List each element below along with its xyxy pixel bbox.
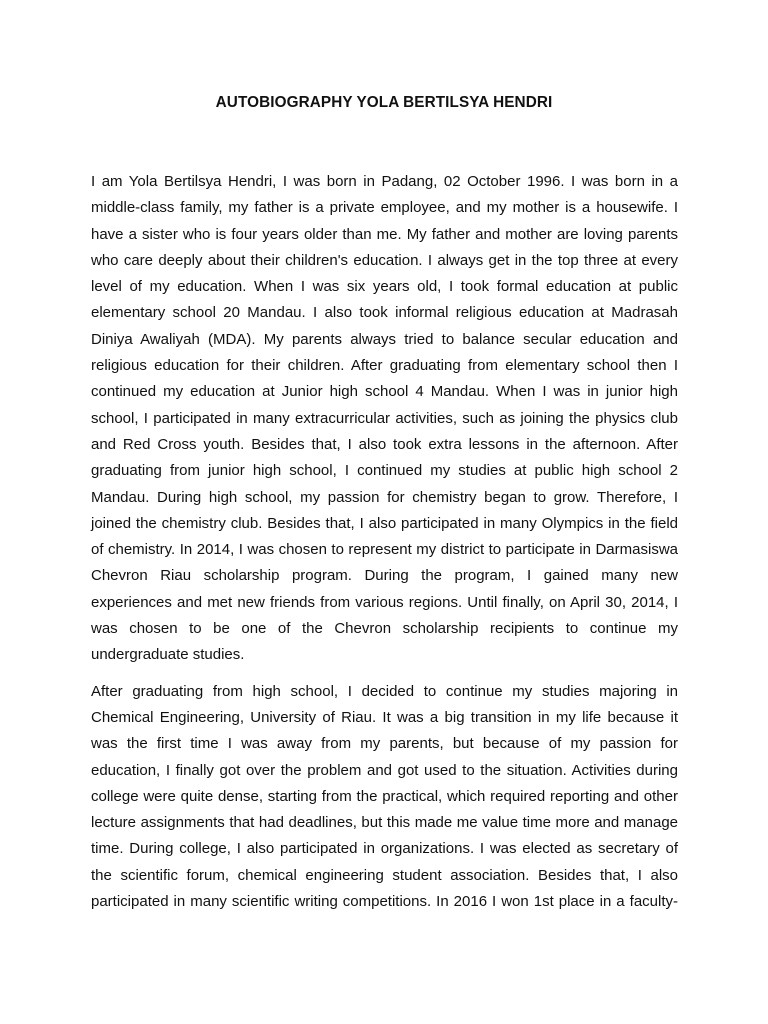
document-title: AUTOBIOGRAPHY YOLA BERTILSYA HENDRI <box>215 94 553 111</box>
paragraph-1 <box>91 169 678 669</box>
text-line: the scientific forum, chemical engineering student association. Besides that, I also <box>91 866 678 884</box>
text-line: was the first time I was away from my parents, but because of my passion for <box>91 735 678 753</box>
text-line: After graduating from high school, I decided to continue my studies majoring in <box>91 682 678 700</box>
text-line: education, I finally got over the problem and got used to the situation. Activities during <box>91 761 678 779</box>
text-line: continued my education at Junior high school 4 Mandau. When I was in junior high <box>91 383 678 401</box>
text-line: undergraduate studies. <box>91 646 245 664</box>
text-line: Chemical Engineering, University of Riau. It was a big transition in my life because it <box>91 708 678 726</box>
text-line: Diniya Awaliyah (MDA). My parents always tried to balance secular education and <box>91 330 678 348</box>
document-body <box>91 169 678 925</box>
text-line: college were quite dense, starting from the practical, which required reporting and other <box>91 787 678 805</box>
text-line: and Red Cross youth. Besides that, I also took extra lessons in the afternoon. After <box>91 435 678 453</box>
text-line: was chosen to be one of the Chevron scholarship recipients to continue my <box>91 620 678 638</box>
paragraph-2 <box>91 679 678 916</box>
text-line: of chemistry. In 2014, I was chosen to represent my district to participate in Darmasiswa <box>91 541 678 559</box>
text-line: school, I participated in many extracurricular activities, such as joining the physics club <box>91 409 678 427</box>
text-line: I am Yola Bertilsya Hendri, I was born in Padang, 02 October 1996. I was born in a <box>91 173 678 190</box>
text-line: Mandau. During high school, my passion for chemistry began to grow. Therefore, I <box>91 488 678 506</box>
text-line: level of my education. When I was six years old, I took formal education at public <box>91 278 678 296</box>
text-line: religious education for their children. After graduating from elementary school then I <box>91 357 678 375</box>
text-line: lecture assignments that had deadlines, but this made me value time more and manage <box>91 814 678 832</box>
text-line: middle-class family, my father is a private employee, and my mother is a housewife. I <box>91 199 678 217</box>
text-line: have a sister who is four years older than me. My father and mother are loving parents <box>91 225 678 243</box>
text-line: Chevron Riau scholarship program. During the program, I gained many new <box>91 567 678 585</box>
text-line: participated in many scientific writing competitions. In 2016 I won 1st place in a faculty- <box>91 893 678 911</box>
text-line: who care deeply about their children's education. I always get in the top three at every <box>91 251 678 269</box>
text-line: experiences and met new friends from various regions. Until finally, on April 30, 2014, I <box>91 593 678 611</box>
text-line: elementary school 20 Mandau. I also took informal religious education at Madrasah <box>91 304 678 322</box>
text-line: joined the chemistry club. Besides that, I also participated in many Olympics in the field <box>91 514 678 532</box>
text-line: time. During college, I also participated in organizations. I was elected as secretary of <box>91 840 678 858</box>
text-line: graduating from junior high school, I continued my studies at public high school 2 <box>91 462 678 480</box>
